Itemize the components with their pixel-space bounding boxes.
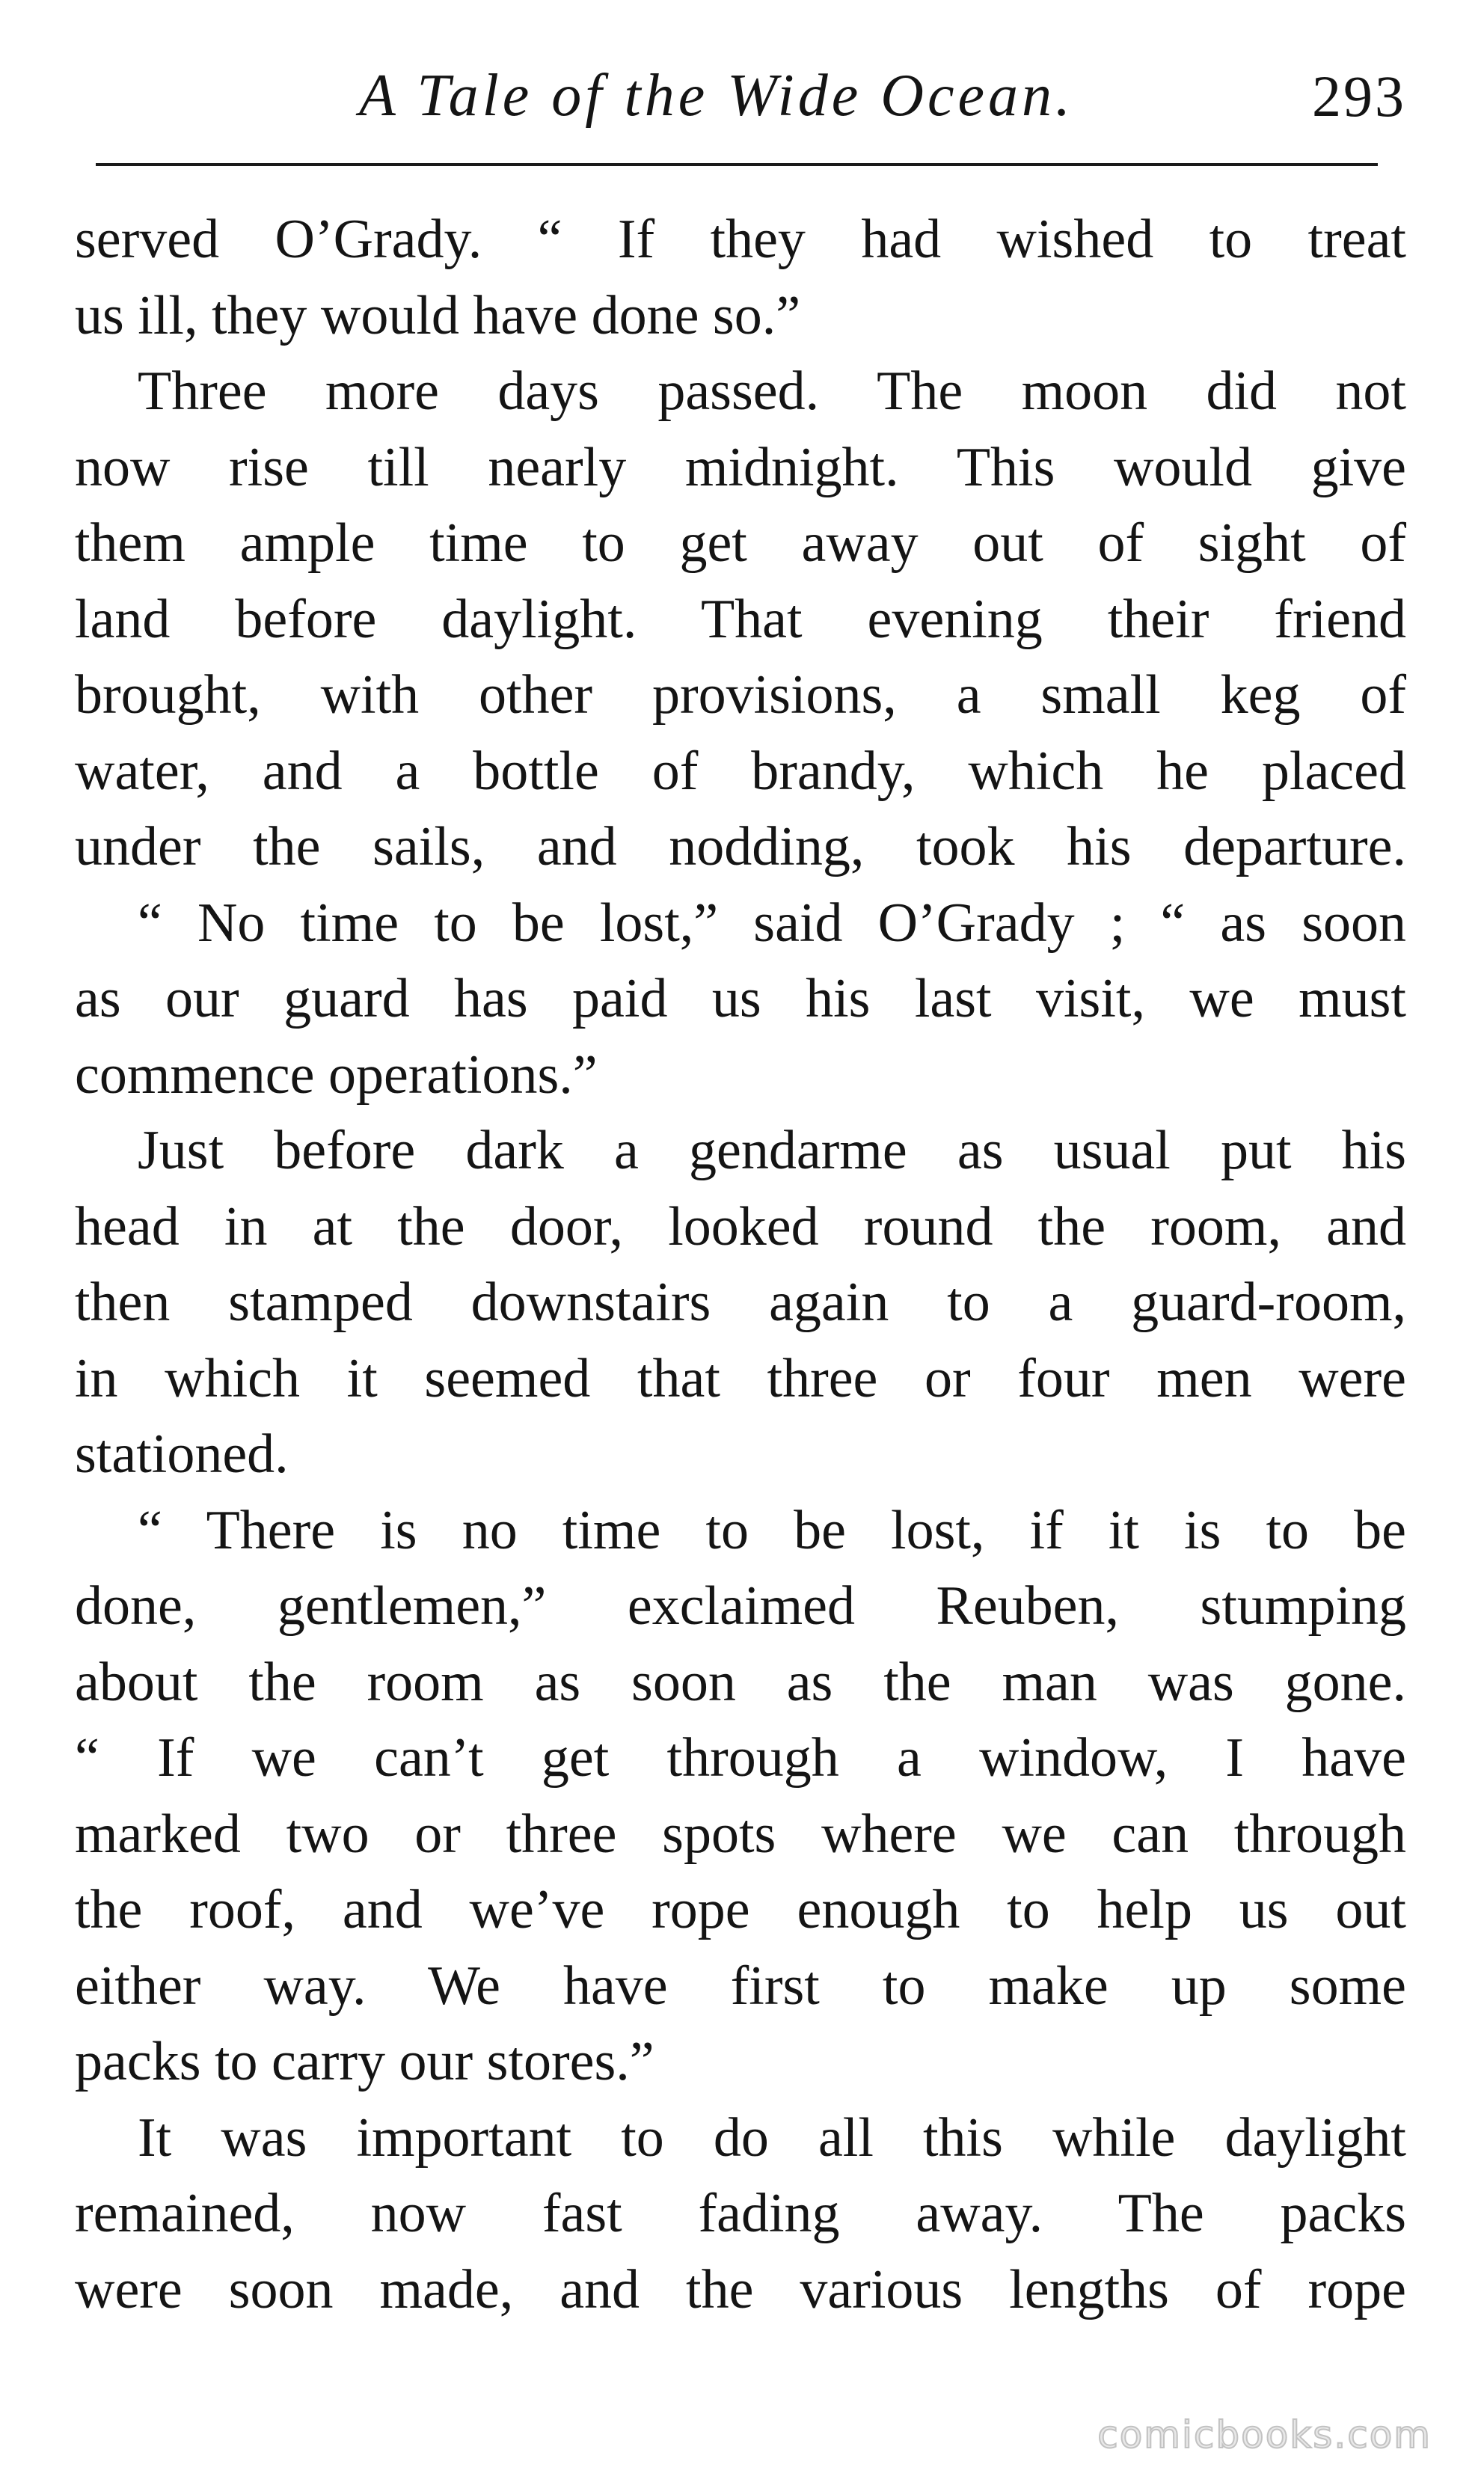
body-text [75, 202, 1406, 2328]
text-line: were soon made, and the various lengths of rope [75, 2258, 1406, 2320]
text-line: “ If we can’t get through a window, I have [75, 1727, 1406, 1789]
text-line: now rise till nearly midnight. This would give [75, 436, 1406, 498]
text-line: in which it seemed that three or four men were [75, 1347, 1406, 1409]
running-title: A Tale of the Wide Ocean. [359, 63, 1075, 129]
page-number: 293 [1312, 64, 1406, 129]
text-line: then stamped downstairs again to a guard-room, [75, 1272, 1406, 1333]
header-rule [96, 163, 1378, 166]
text-line: commence operations.” [75, 1044, 598, 1106]
text-line: “ No time to be lost,” said O’Grady ; “ as soon [138, 892, 1406, 954]
running-head [75, 58, 1406, 141]
text-line: done, gentlemen,” exclaimed Reuben, stumping [75, 1575, 1406, 1637]
text-line: stationed. [75, 1424, 289, 1485]
text-line: either way. We have first to make up some [75, 1955, 1406, 2017]
watermark: comicbooks.com [1097, 2413, 1432, 2457]
text-line: head in at the door, looked round the room, and [75, 1195, 1406, 1257]
text-line: Just before dark a gendarme as usual put his [138, 1120, 1406, 1181]
text-line: them ample time to get away out of sight of [75, 512, 1406, 574]
text-line: “ There is no time to be lost, if it is to be [138, 1499, 1406, 1561]
text-line: under the sails, and nodding, took his departure. [75, 816, 1406, 877]
text-line: water, and a bottle of brandy, which he placed [75, 740, 1406, 802]
text-line: Three more days passed. The moon did not [138, 361, 1406, 422]
text-line: brought, with other provisions, a small keg of [75, 664, 1406, 726]
text-line: served O’Grady. “ If they had wished to treat [75, 209, 1406, 270]
text-line: the roof, and we’ve rope enough to help us out [75, 1879, 1406, 1940]
text-line: us ill, they would have done so.” [75, 284, 801, 346]
text-line: remained, now fast fading away. The packs [75, 2183, 1406, 2244]
text-line: as our guard has paid us his last visit, we must [75, 968, 1406, 1029]
text-line: land before daylight. That evening their friend [75, 588, 1406, 650]
text-line: about the room as soon as the man was gone. [75, 1651, 1406, 1713]
text-line: packs to carry our stores.” [75, 2031, 654, 2092]
text-line: marked two or three spots where we can through [75, 1803, 1406, 1865]
text-line: It was important to do all this while daylight [138, 2106, 1406, 2169]
